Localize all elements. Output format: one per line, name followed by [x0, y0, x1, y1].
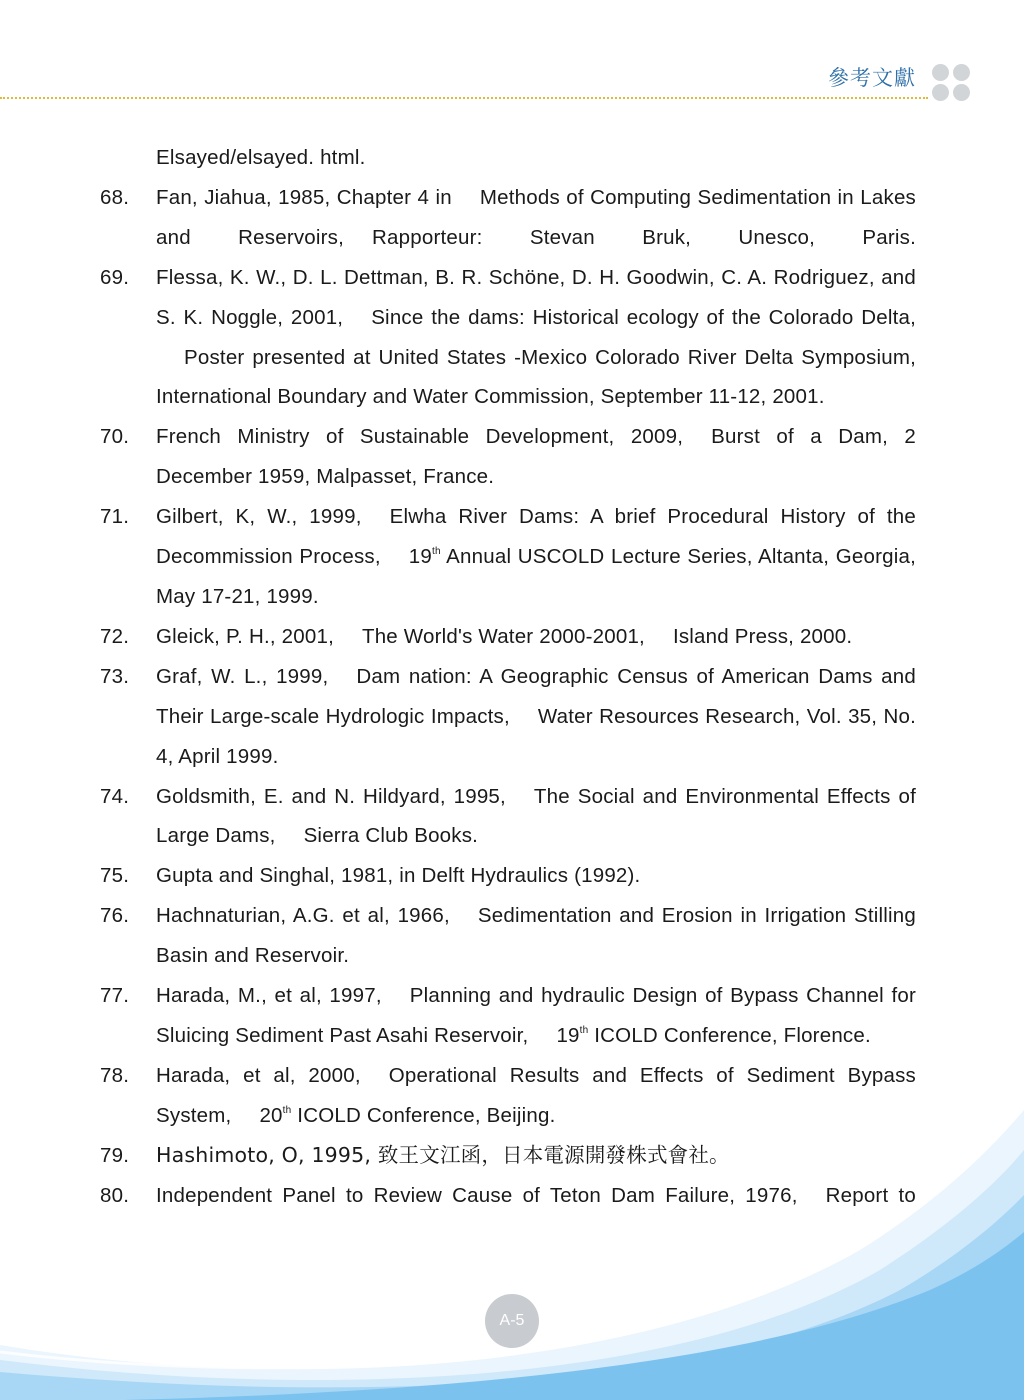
list-item: 69. Flessa, K. W., D. L. Dettman, B. R. Schöne, D. H. Goodwin, C. A. Rodriguez, and S. K. Noggle, 2001, Since the dams: Historical ecology of the Colorado Delta,Poster presented at United States -Mexico Colorado River Delta Symposium, International Boundary and Water Commission, September 11-12, 2001. — [100, 265, 916, 409]
list-item: 77. Harada, M., et al, 1997, Planning and hydraulic Design of Bypass Channel for Sluicing Sediment Past Asahi Reservoir, 19th ICOLD Conference, Florence. — [100, 984, 916, 1047]
list-item: 76. Hachnaturian, A.G. et al, 1966, Sedimentation and Erosion in Irrigation Stilling Basin and Reservoir. — [100, 904, 917, 968]
list-item: 80. Independent Panel to Review Cause of Teton Dam Failure, 1976, Report to — [100, 1183, 917, 1207]
list-item: 74. Goldsmith, E. and N. Hildyard, 1995, The Social and Environmental Effects of Large Dams, Sierra Club Books. — [100, 784, 916, 848]
list-item: 72. Gleick, P. H., 2001, The World's Water 2000-2001, Island Press, 2000. — [100, 624, 853, 648]
list-item: 78. Harada, et al, 2000, Operational Results and Effects of Sediment Bypass System, 20th ICOLD Conference, Beijing. — [100, 1063, 916, 1127]
list-item: 79. Hashimoto, O, 1995, 致王文江函，日本電源開發株式會社。 — [100, 1142, 730, 1167]
reference-list — [100, 138, 916, 1215]
list-item: 70. French Ministry of Sustainable Development, 2009, Burst of a Dam, 2 December 1959, Malpasset, France. — [100, 425, 916, 489]
list-item: Elsayed/elsayed. html. — [156, 146, 366, 169]
list-item: 73. Graf, W. L., 1999, Dam nation: A Geographic Census of American Dams and Their Large-scale Hydrologic Impacts, Water Resources Research, Vol. 35, No. 4, April 1999. — [100, 664, 916, 768]
list-item: 71. Gilbert, K, W., 1999, Elwha River Dams: A brief Procedural History of the Decommission Process, 19th Annual USCOLD Lecture Series, Altanta, Georgia, May 17-21, 1999. — [100, 505, 916, 608]
section-title: 參考文獻 — [828, 66, 916, 90]
page-number-badge: A-5 — [485, 1294, 539, 1348]
list-item: 75. Gupta and Singhal, 1981, in Delft Hydraulics (1992). — [100, 864, 641, 888]
list-item: 68. Fan, Jiahua, 1985, Chapter 4 in Methods of Computing Sedimentation in Lakes and Reservoirs, Rapporteur: Stevan Bruk, Unesco, Paris. — [100, 185, 917, 249]
